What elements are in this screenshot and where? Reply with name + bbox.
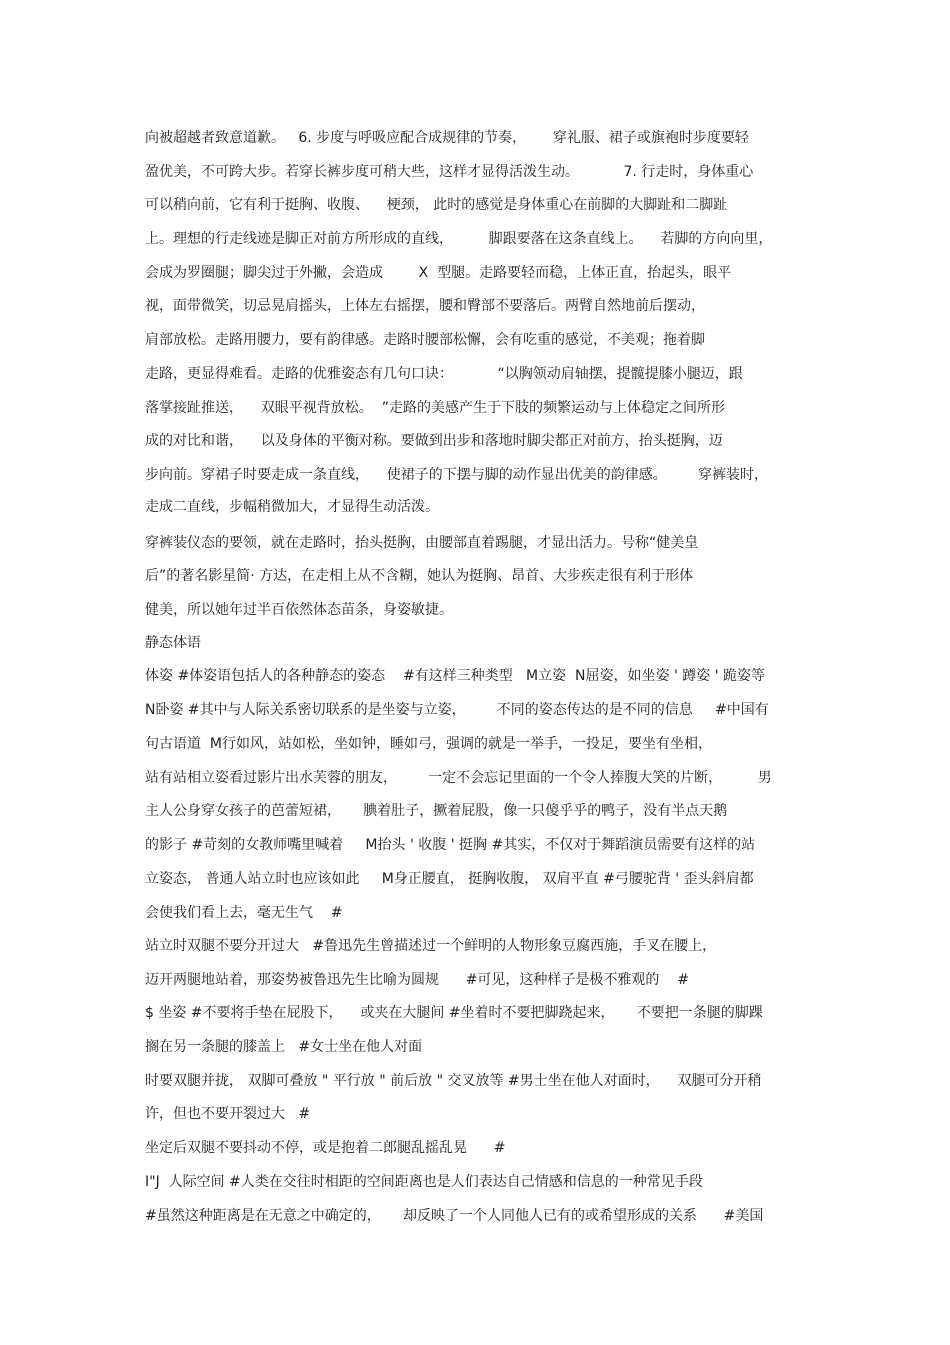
text-line: 走成二直线，步幅稍微加大，才显得生动活泼。 (145, 499, 439, 515)
text-line: 向被超越者致意道歉。 6. 步度与呼吸应配合成规律的节奏， 穿礼服、裙子或旗袍时步度要轻 (145, 130, 749, 146)
text-line: 站有站相立姿看过影片出水芙蓉的朋友， 一定不会忘记里面的一个令人捧腹大笑的片断， 男 (145, 770, 772, 786)
text-line: 句古语道 M行如风，站如松，坐如钟，睡如弓，强调的就是一举手，一投足，要坐有坐相， (145, 736, 712, 752)
text-line: 搁在另一条腿的膝盖上 #女士坐在他人对面 (145, 1039, 423, 1055)
text-line: 穿裤装仪态的要领，就在走路时，抬头挺胸，由腰部直着踢腿，才显出活力。号称“健美皇 (145, 535, 699, 551)
text-line: 走路，更显得难看。走路的优雅姿态有几句口诀： “以胸领动肩轴摆，提髋提膝小腿迈，跟 (145, 366, 743, 382)
text-line: 体姿 #体姿语包括人的各种静态的姿态 #有这样三种类型 M立姿 N屈姿，如坐姿 ' 蹲姿 ' 跪姿等 (145, 668, 766, 684)
text-line: 健美，所以她年过半百依然体态苗条，身姿敏捷。 (145, 602, 453, 618)
text-line: 成的对比和谐， 以及身体的平衡对称。要做到出步和落地时脚尖都正对前方，抬头挺胸，迈 (145, 433, 723, 449)
text-line: 上。理想的行走线迹是脚正对前方所形成的直线， 脚跟要落在这条直线上。 若脚的方向向里， (145, 231, 773, 247)
text-line: 落掌接趾推送， 双眼平视背放松。 ”走路的美感产生于下肢的频繁运动与上体稳定之间所形 (145, 400, 725, 416)
text-line: 会成为罗圈腿；脚尖过于外撇，会造成 X 型腿。走路要轻而稳，上体正直，抬起头，眼平 (145, 265, 732, 281)
text-line: 时要双腿并拢， 双脚可叠放 " 平行放 " 前后放 " 交叉放等 #男士坐在他人对面时， 双腿可分开稍 (145, 1073, 762, 1089)
text-line: 步向前。穿裙子时要走成一条直线， 使裙子的下摆与脚的动作显出优美的韵律感。 穿裤装时， (145, 467, 768, 483)
text-line: 会使我们看上去，毫无生气 # (145, 905, 343, 921)
text-line: 许，但也不要开裂过大 # (145, 1106, 311, 1122)
text-line: 肩部放松。走路用腰力，要有韵律感。走路时腰部松懈，会有吃重的感觉，不美观；拖着脚 (145, 332, 705, 348)
text-line: 迈开两腿地站着，那姿势被鲁迅先生比喻为圆规 #可见，这种样子是极不雅观的 # (145, 972, 689, 988)
text-line: 的影子 #苛刻的女教师嘴里喊着 M抬头 ' 收腹 ' 挺胸 #其实，不仅对于舞蹈演员需要有这样的站 (145, 837, 756, 853)
text-line: 站立时双腿不要分开过大 #鲁迅先生曾描述过一个鲜明的人物形象豆腐西施，手叉在腰上， (145, 938, 717, 954)
text-line: 可以稍向前，它有利于挺胸、收腹、 梗颈， 此时的感觉是身体重心在前脚的大脚趾和二脚趾 (145, 197, 728, 213)
text-line: #虽然这种距离是在无意之中确定的， 却反映了一个人同他人已有的或希望形成的关系 #美国 (145, 1208, 764, 1224)
section-heading: 静态体语 (145, 635, 201, 651)
text-line: I"J 人际空间 #人类在交往时相距的空间距离也是人们表达自己情感和信息的一种常见手段 (145, 1174, 703, 1190)
text-line: $ 坐姿 #不要将手垫在屁股下， 或夹在大腿间 #坐着时不要把脚跷起来， 不要把一条腿的脚踝 (145, 1005, 763, 1021)
text-line: 视，面带微笑，切忌晃肩摇头，上体左右摇摆，腰和臀部不要落后。两臂自然地前后摆动， (145, 298, 705, 314)
text-line: 坐定后双腿不要抖动不停，或是抱着二郎腿乱摇乱晃 # (145, 1140, 506, 1156)
text-line: 后”的著名影星简· 方达，在走相上从不含糊，她认为挺胸、昂首、大步疾走很有利于形体 (145, 568, 694, 584)
text-line: 盈优美，不可跨大步。若穿长裤步度可稍大些，这样才显得活泼生动。 7. 行走时，身体重心 (145, 164, 754, 180)
text-line: 主人公身穿女孩子的芭蕾短裙， 腆着肚子，撅着屁股，像一只傻乎乎的鸭子，没有半点天鹅 (145, 803, 728, 819)
text-line: N卧姿 #其中与人际关系密切联系的是坐姿与立姿， 不同的姿态传达的是不同的信息 #中国有 (145, 702, 769, 718)
text-line: 立姿态， 普通人站立时也应该如此 M身正腰直， 挺胸收腹， 双肩平直 #弓腰驼背 ' 歪头斜肩都 (145, 871, 754, 887)
